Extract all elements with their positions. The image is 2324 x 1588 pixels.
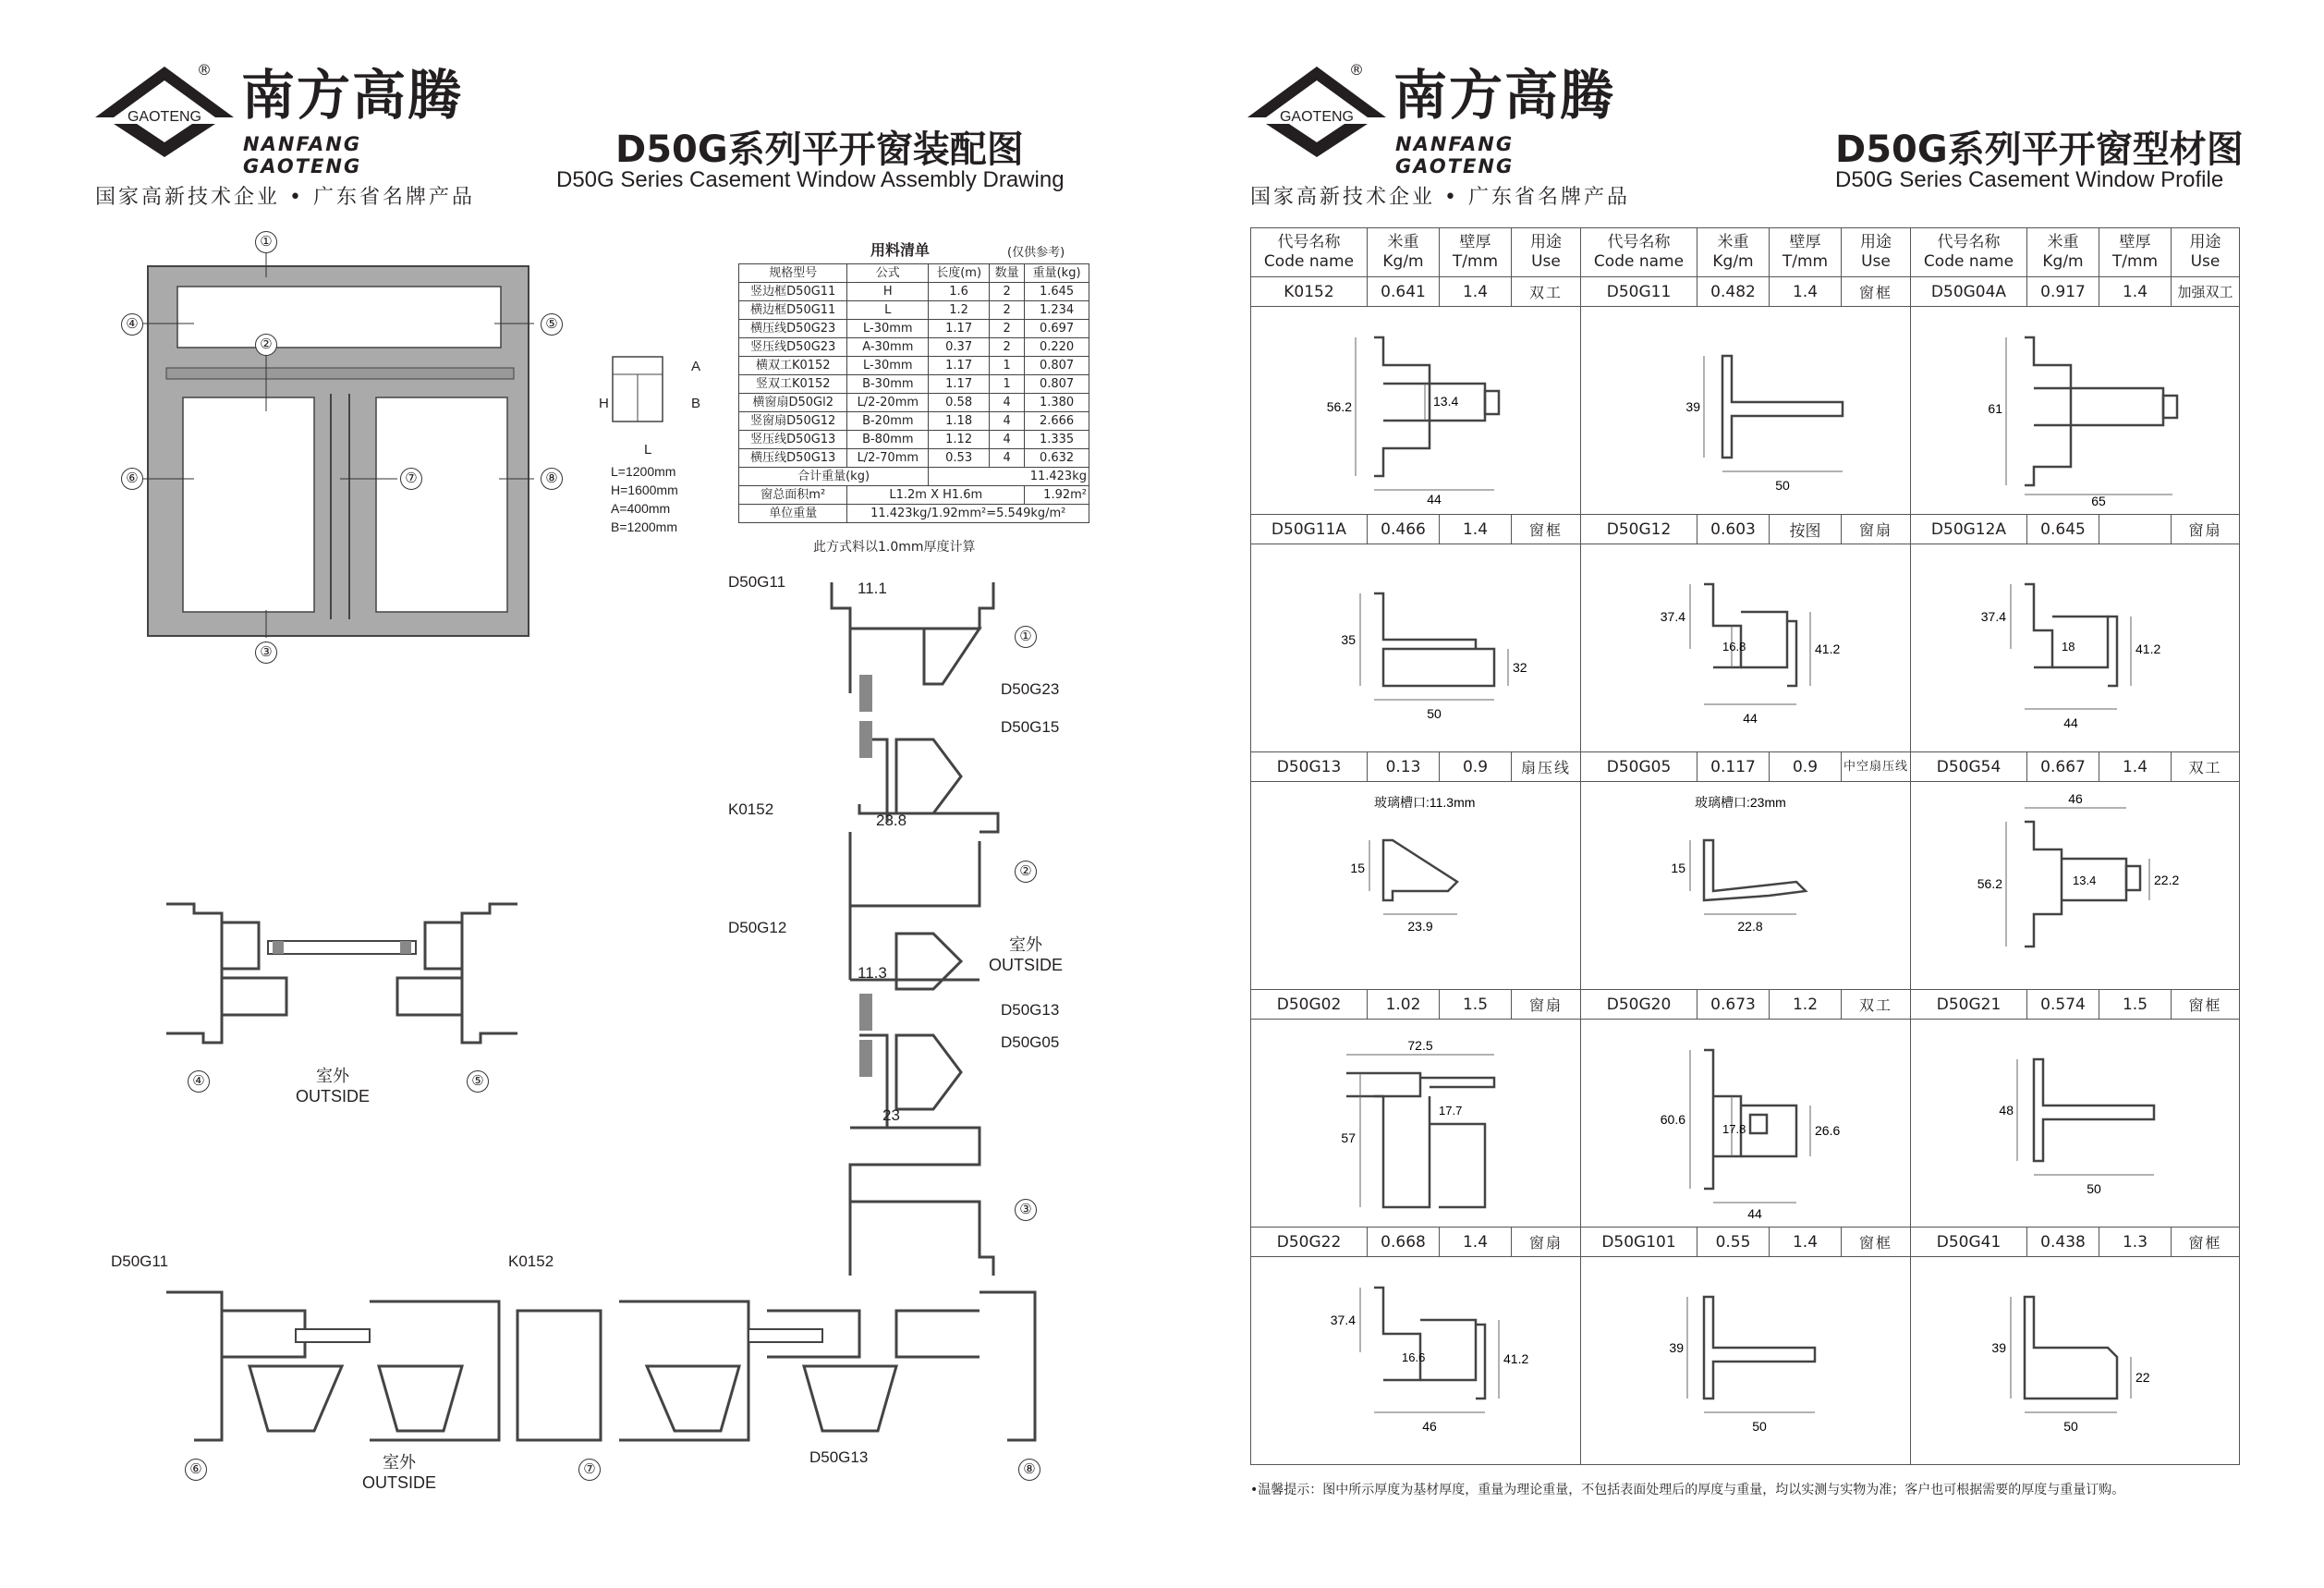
- callout-6-section: ⑥: [185, 1459, 207, 1481]
- svg-text:39: 39: [1685, 398, 1700, 414]
- svg-text:60.6: 60.6: [1660, 1111, 1685, 1127]
- svg-text:50: 50: [2086, 1180, 2101, 1196]
- callout-7-section: ⑦: [578, 1459, 601, 1481]
- bottom-label-g11: D50G11: [111, 1252, 169, 1270]
- window-elevation-drawing: [92, 222, 610, 666]
- window-dimensions: L=1200mm H=1600mm A=400mm B=1200mm: [611, 464, 678, 534]
- bottom-label-k0152: K0152: [508, 1252, 554, 1270]
- svg-text:32: 32: [1513, 659, 1527, 675]
- svg-text:72.5: 72.5: [1407, 1037, 1433, 1053]
- profile-g20-drawing: [1584, 1022, 1907, 1220]
- svg-text:13.4: 13.4: [1433, 393, 1459, 409]
- brand-slogan-right: 国家高新技术企业 • 广东省名牌产品: [1250, 186, 1630, 209]
- svg-text:15: 15: [1671, 860, 1685, 875]
- callout-1: ①: [255, 231, 277, 253]
- callout-7: ⑦: [400, 468, 422, 490]
- table-row: D50G02 1.02 1.5 窗扇 D50G20 0.673 1.2 双工 D50G21 0.574 1.5 窗框: [1251, 990, 2240, 1020]
- section-dim-11-1: 11.1: [858, 580, 887, 597]
- brand-name-cn: 南方高腾: [241, 64, 464, 127]
- svg-text:玻璃槽口:11.3mm: 玻璃槽口:11.3mm: [1374, 794, 1476, 810]
- callout-8: ⑧: [541, 468, 563, 490]
- bom-area-row: 窗总面积m² L1.2m X H1.6m 1.92m²: [739, 486, 1089, 505]
- gaoteng-logo-icon: [1247, 67, 1386, 159]
- svg-text:37.4: 37.4: [1330, 1312, 1356, 1327]
- profile-g02-drawing: [1263, 1022, 1568, 1220]
- table-row: 竖双工K0152 B-30mm 1.17 1 0.807: [739, 375, 1089, 394]
- section-label-g12: D50G12: [728, 919, 787, 936]
- table-row: 竖压线D50G13 B-80mm 1.12 4 1.335: [739, 431, 1089, 449]
- profile-g05-drawing: [1584, 785, 1907, 983]
- svg-text:50: 50: [1752, 1418, 1767, 1434]
- table-row: 横双工K0152 L-30mm 1.17 1 0.807: [739, 357, 1089, 375]
- profile-g41-drawing: [1914, 1260, 2237, 1458]
- section-label-k0152: K0152: [728, 800, 774, 818]
- bom-header-row: 规格型号 公式 长度(m) 数量 重量(kg): [739, 264, 1089, 283]
- table-row: 横窗扇D50Gl2 L/2-20mm 0.58 4 1.380: [739, 394, 1089, 412]
- section-label-g05: D50G05: [1001, 1033, 1060, 1051]
- section-label-g13: D50G13: [1001, 1001, 1060, 1019]
- registered-mark: ®: [197, 61, 212, 79]
- section-dim-11-3: 11.3: [858, 964, 887, 982]
- vertical-section-drawing: [795, 573, 1053, 1276]
- brand-logo-right: [1247, 61, 1617, 177]
- profile-drawing-row: [1251, 1020, 2240, 1228]
- svg-text:46: 46: [2067, 790, 2083, 806]
- svg-text:44: 44: [1743, 710, 1758, 726]
- profile-g54-drawing: [1914, 785, 2237, 983]
- table-row: D50G11A 0.466 1.4 窗框 D50G12 0.603 按图 窗扇 D50G12A 0.645 窗扇: [1251, 515, 2240, 544]
- schematic-label-b: B: [691, 396, 701, 411]
- profile-header-row: 代号名称 Code name 米重 Kg/m 壁厚 T/mm 用途 Use 代号名称 Code name 米重 Kg/m 壁厚 T/mm 用途 Use 代号名称 Code name 米重 Kg/m 壁厚 T/mm 用途 Use: [1251, 228, 2240, 277]
- section-callout-1: ①: [1015, 626, 1037, 648]
- profile-drawing-row: [1251, 782, 2240, 990]
- svg-text:22: 22: [2135, 1369, 2150, 1385]
- brand-name-pinyin: NANFANG GAOTENG: [243, 133, 362, 177]
- svg-text:16.8: 16.8: [1722, 639, 1746, 654]
- svg-text:44: 44: [1427, 491, 1442, 507]
- svg-text:15: 15: [1350, 860, 1365, 875]
- svg-text:16.6: 16.6: [1402, 1350, 1426, 1364]
- profile-g12-drawing: [1584, 547, 1907, 745]
- profile-drawing-row: [1251, 544, 2240, 752]
- page-title-left-cn: D50G系列平开窗装配图: [615, 128, 1024, 171]
- profile-g04a-drawing: [1914, 310, 2237, 507]
- table-row: 横压线D50G13 L/2-70mm 0.53 4 0.632: [739, 449, 1089, 468]
- bom-title: 用料清单: [870, 241, 931, 259]
- svg-text:玻璃槽口:23mm: 玻璃槽口:23mm: [1695, 794, 1786, 810]
- svg-text:61: 61: [1987, 400, 2002, 416]
- bom-footer: 此方式料以1.0mm厚度计算: [813, 540, 976, 555]
- svg-text:46: 46: [1422, 1418, 1437, 1434]
- table-row: 横压线D50G23 L-30mm 1.17 2 0.697: [739, 320, 1089, 338]
- callout-8-section: ⑧: [1018, 1459, 1040, 1481]
- svg-text:17.8: 17.8: [1722, 1121, 1746, 1136]
- horizontal-section-top-drawing: [157, 895, 527, 1052]
- svg-text:17.7: 17.7: [1439, 1103, 1463, 1118]
- profile-drawing-row: [1251, 307, 2240, 515]
- table-row: 竖边框D50G11 H 1.6 2 1.645: [739, 283, 1089, 301]
- schematic-label-l: L: [644, 442, 652, 458]
- svg-text:41.2: 41.2: [2135, 641, 2160, 656]
- profile-table: [1250, 227, 2240, 1465]
- gaoteng-logo-icon: [95, 67, 234, 159]
- svg-text:22.2: 22.2: [2153, 872, 2179, 887]
- table-row: 竖压线D50G23 A-30mm 0.37 2 0.220: [739, 338, 1089, 357]
- horizontal-section-bottom-drawing: [157, 1274, 1044, 1459]
- svg-text:65: 65: [2090, 493, 2106, 507]
- callout-6: ⑥: [121, 468, 143, 490]
- svg-text:57: 57: [1341, 1130, 1356, 1145]
- svg-text:GAOTENG: GAOTENG: [1279, 109, 1355, 125]
- bottom-label-g13: D50G13: [809, 1448, 869, 1466]
- window-schematic: [610, 354, 665, 428]
- bom-note: (仅供参考): [1007, 246, 1065, 260]
- outside-label-top: 室外 OUTSIDE: [296, 1067, 371, 1105]
- table-row: D50G22 0.668 1.4 窗扇 D50G101 0.55 1.4 窗框 D50G41 0.438 1.3 窗框: [1251, 1228, 2240, 1257]
- profile-g12a-drawing: [1914, 547, 2237, 745]
- svg-text:44: 44: [2062, 715, 2078, 730]
- callout-5: ⑤: [541, 313, 563, 336]
- registered-mark: ®: [1349, 61, 1364, 79]
- svg-text:41.2: 41.2: [1815, 641, 1841, 656]
- svg-text:56.2: 56.2: [1326, 398, 1352, 414]
- callout-5-section: ⑤: [467, 1070, 489, 1093]
- bom-total-row: 合计重量(kg) 11.423kg: [739, 468, 1089, 486]
- section-label-g11: D50G11: [728, 573, 786, 591]
- profile-g101-drawing: [1584, 1260, 1907, 1458]
- table-row: 横边框D50G11 L 1.2 2 1.234: [739, 301, 1089, 320]
- profile-g22-drawing: [1263, 1260, 1568, 1458]
- bom-table: [738, 263, 1089, 523]
- section-dim-23-8: 23.8: [876, 812, 907, 829]
- profile-g21-drawing: [1914, 1022, 2237, 1220]
- brand-slogan-left: 国家高新技术企业 • 广东省名牌产品: [95, 186, 475, 209]
- svg-text:26.6: 26.6: [1815, 1122, 1841, 1138]
- callout-4-section: ④: [188, 1070, 210, 1093]
- profile-drawing-row: [1251, 1257, 2240, 1465]
- section-outside-label: 室外 OUTSIDE: [989, 935, 1064, 974]
- callout-4: ④: [121, 313, 143, 336]
- table-row: D50G13 0.13 0.9 扇压线 D50G05 0.117 0.9 中空扇压线 D50G54 0.667 1.4 双工: [1251, 752, 2240, 782]
- svg-text:37.4: 37.4: [1980, 608, 2006, 624]
- svg-text:44: 44: [1747, 1205, 1762, 1220]
- svg-text:39: 39: [1990, 1339, 2006, 1355]
- profile-g13-drawing: [1263, 785, 1568, 983]
- section-label-g15: D50G15: [1001, 718, 1060, 736]
- outside-label-bottom: 室外 OUTSIDE: [362, 1453, 437, 1492]
- callout-2: ②: [255, 334, 277, 356]
- svg-text:23.9: 23.9: [1407, 918, 1433, 934]
- section-label-g23: D50G23: [1001, 680, 1060, 698]
- callout-3: ③: [255, 641, 277, 664]
- page-title-right-en: D50G Series Casement Window Profile: [1835, 167, 2224, 192]
- brand-name-pinyin: NANFANG GAOTENG: [1395, 133, 1515, 177]
- section-dim-23: 23: [882, 1106, 900, 1124]
- svg-text:35: 35: [1341, 631, 1356, 647]
- svg-text:22.8: 22.8: [1737, 918, 1763, 934]
- svg-text:56.2: 56.2: [1977, 875, 2002, 891]
- svg-text:41.2: 41.2: [1503, 1350, 1529, 1366]
- page-title-right-cn: D50G系列平开窗型材图: [1835, 128, 2244, 171]
- svg-text:GAOTENG: GAOTENG: [127, 109, 202, 125]
- brand-name-cn: 南方高腾: [1393, 64, 1616, 127]
- footnote: •温馨提示：图中所示厚度为基材厚度，重量为理论重量，不包括表面处理后的厚度与重量，均以实测与实物为准；客户也可根据需要的厚度与重量订购。: [1250, 1483, 2125, 1497]
- svg-text:37.4: 37.4: [1660, 608, 1685, 624]
- svg-text:50: 50: [1775, 477, 1790, 493]
- page-title-left-en: D50G Series Casement Window Assembly Drawing: [556, 167, 1065, 192]
- profile-g11a-drawing: [1263, 547, 1568, 745]
- schematic-label-a: A: [691, 359, 701, 374]
- bom-unit-row: 单位重量 11.423kg/1.92mm²=5.549kg/m²: [739, 505, 1089, 523]
- svg-text:48: 48: [1998, 1102, 2014, 1118]
- table-row: K0152 0.641 1.4 双工 D50G11 0.482 1.4 窗框 D50G04A 0.917 1.4 加强双工: [1251, 277, 2240, 307]
- section-callout-2: ②: [1015, 861, 1037, 883]
- svg-text:18: 18: [2061, 639, 2075, 654]
- svg-text:50: 50: [1427, 705, 1442, 721]
- profile-k0152-drawing: [1263, 310, 1568, 507]
- section-callout-3: ③: [1015, 1199, 1037, 1221]
- svg-text:39: 39: [1669, 1339, 1684, 1355]
- profile-g11-drawing: [1584, 310, 1907, 507]
- brand-logo-left: [95, 61, 465, 177]
- schematic-label-h: H: [599, 396, 609, 411]
- svg-text:50: 50: [2062, 1418, 2078, 1434]
- svg-text:13.4: 13.4: [2072, 873, 2096, 887]
- table-row: 竖窗扇D50G12 B-20mm 1.18 4 2.666: [739, 412, 1089, 431]
